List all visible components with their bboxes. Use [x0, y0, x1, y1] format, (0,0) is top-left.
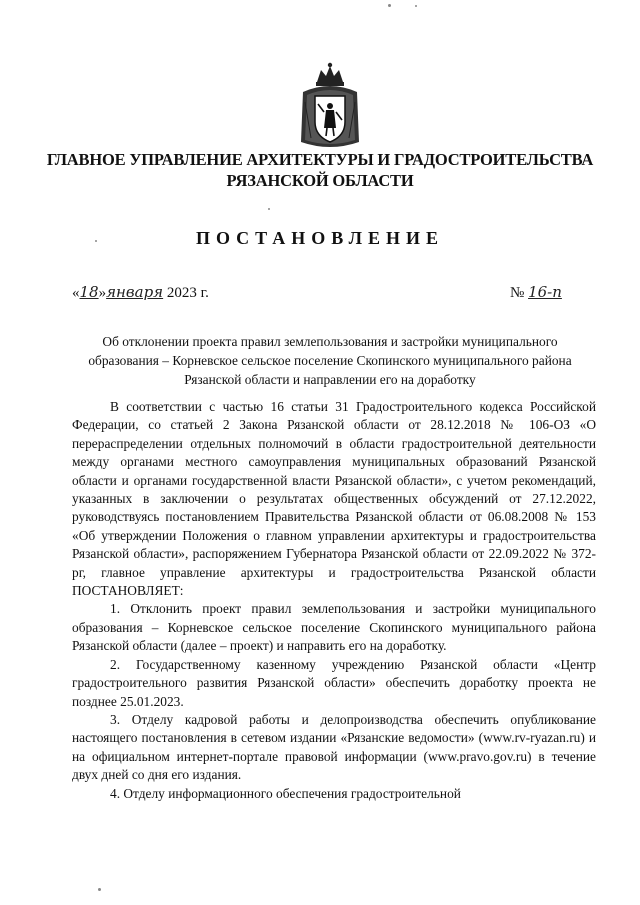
date-day: 18 — [79, 283, 99, 301]
scan-speck — [268, 208, 270, 210]
document-number — [510, 283, 562, 302]
date-year: 2023 г. — [166, 285, 209, 301]
scan-speck — [95, 240, 97, 242]
document-type-title: ПОСТАНОВЛЕНИЕ — [195, 228, 445, 248]
date-open-quote: « — [72, 285, 80, 301]
scan-speck — [98, 888, 101, 891]
scan-speck — [415, 5, 417, 7]
date-month: января — [106, 283, 164, 301]
clause-paragraph: 3. Отделу кадровой работы и делопроизводства обеспечить опубликование настоящего постановления в сетевом издании «Рязанские ведомости» (www.rv-ryazan.ru) и на официальном интернет-портале правовой информации (www.pravo.gov.ru) в течение двух дней со дня его издания. — [72, 711, 596, 783]
ryazan-oblast-coat-of-arms-icon — [295, 62, 365, 152]
date-close-quote: » — [98, 285, 107, 301]
organization-name-line-1: ГЛАВНОЕ УПРАВЛЕНИЕ АРХИТЕКТУРЫ И ГРАДОСТРОИТЕЛЬСТВА — [46, 150, 594, 169]
organization-name-line-2: РЯЗАНСКОЙ ОБЛАСТИ — [226, 171, 414, 190]
document-subject: Об отклонении проекта правил землепользования и застройки муниципального образования – Корневское сельское поселение Скопинского муниципального района Рязанской области и направлении его на доработку — [88, 334, 572, 387]
document-date — [72, 283, 209, 302]
clause-paragraph: 4. Отделу информационного обеспечения градостроительной — [110, 785, 461, 801]
number-prefix: № — [510, 285, 525, 301]
document-body — [72, 398, 596, 803]
clause-paragraph: 2. Государственному казенному учреждению Рязанской области «Центр градостроительного развития Рязанской области» обеспечить доработку проекта не позднее 25.01.2023. — [72, 656, 596, 709]
number-value: 16-п — [528, 283, 562, 301]
scan-speck — [388, 4, 391, 7]
preamble-paragraph: В соответствии с частью 16 статьи 31 Градостроительного кодекса Российской Федерации, со статьей 2 Закона Рязанской области от 28.12.2018 № 106-ОЗ «О перераспределении отдельных полномочий в области градостроительной деятельности между органами местного самоуправления муниципальных образований Рязанской области и органами государственной власти Рязанской области», с учетом рекомендаций, указанных в заключении о результатах общественных обсуждений от 27.12.2022, руководствуясь постановлением Правительства Рязанской области от 06.08.2008 № 153 «Об утверждении Положения о главном управлении архитектуры и градостроительства Рязанской области», распоряжением Губернатора Рязанской области от 22.09.2022 № 372-рг, главное управление архитектуры и градостроительства Рязанской области ПОСТАНОВЛЯЕТ: — [72, 399, 596, 599]
clause-paragraph: 1. Отклонить проект правил землепользования и застройки муниципального образования – Корневское сельское поселение Скопинского муниципального района Рязанской области (далее – проект) и направить его на доработку. — [72, 601, 596, 654]
